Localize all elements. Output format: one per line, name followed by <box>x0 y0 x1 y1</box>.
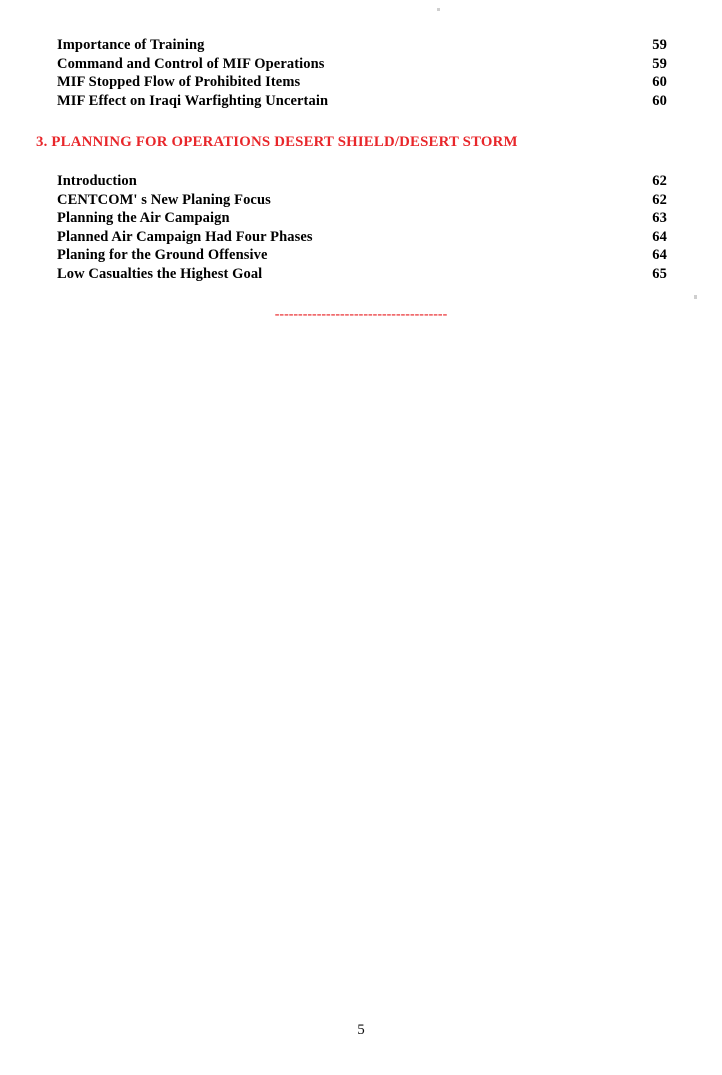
toc-entry-title: MIF Stopped Flow of Prohibited Items <box>57 74 301 90</box>
section-divider: ------------------------------------- <box>274 307 448 322</box>
toc-entry-page: 62 <box>652 191 667 208</box>
toc-entry-title: Introduction <box>57 173 137 189</box>
scan-artifact-right <box>694 295 697 299</box>
toc-entry <box>57 265 667 284</box>
toc-entry-page: 65 <box>652 265 667 282</box>
toc-entry-page: 62 <box>652 173 667 189</box>
section-heading-chapter3: 3. PLANNING FOR OPERATIONS DESERT SHIELD/DESERT STORM <box>36 134 518 150</box>
toc-entry-title: MIF Effect on Iraqi Warfighting Uncertain <box>57 92 329 109</box>
toc-entry-page: 63 <box>652 210 667 226</box>
toc-entry <box>57 191 667 210</box>
toc-entry-title: Planning the Air Campaign <box>57 210 230 226</box>
toc-entry-title: Low Casualties the Highest Goal <box>57 265 263 282</box>
toc-entry <box>57 209 667 228</box>
toc-entry-title: Importance of Training <box>57 37 205 53</box>
toc-entry-title: Planned Air Campaign Had Four Phases <box>57 228 313 245</box>
toc-entry-page: 60 <box>652 92 667 109</box>
toc-entry-page: 59 <box>652 55 667 72</box>
page-number: 5 <box>357 1022 365 1038</box>
toc-entry-page: 64 <box>652 247 667 263</box>
toc-entry-title: Command and Control of MIF Operations <box>57 55 325 72</box>
toc-entry <box>57 228 667 247</box>
toc-entry-page: 59 <box>652 37 667 53</box>
toc-entry-page: 64 <box>652 228 667 245</box>
toc-group-chapter2-tail <box>57 36 667 110</box>
toc-group-chapter3 <box>57 172 667 283</box>
toc-entry <box>57 92 667 111</box>
toc-entry-title: CENTCOM' s New Planing Focus <box>57 191 271 208</box>
toc-entry <box>57 172 667 191</box>
toc-entry <box>57 246 667 265</box>
toc-entry-title: Planing for the Ground Offensive <box>57 247 268 263</box>
toc-entry <box>57 36 667 55</box>
toc-entry-page: 60 <box>652 74 667 90</box>
scan-artifact-top <box>437 8 440 11</box>
toc-entry <box>57 55 667 74</box>
toc-entry <box>57 73 667 92</box>
